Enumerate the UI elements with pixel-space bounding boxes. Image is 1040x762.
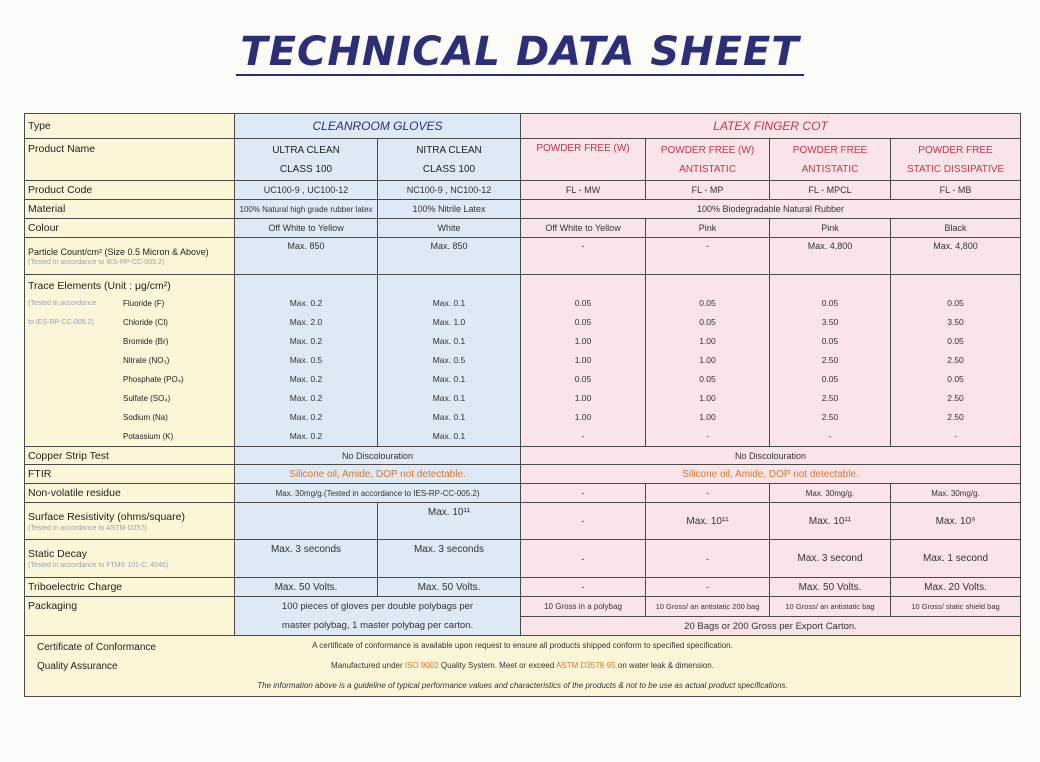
- surface-c4: Max. 10⁹: [891, 503, 1021, 540]
- tribo-c1: -: [521, 578, 646, 597]
- product-name-g1: [235, 139, 378, 181]
- packaging-c3: 10 Gross/ an antistatic bag: [770, 597, 891, 617]
- colour-c2: Pink: [646, 219, 770, 238]
- product-code-g2: NC100-9 , NC100-12: [378, 181, 521, 200]
- trace-g1-v: Max. 0.2: [289, 298, 323, 308]
- packaging-gloves: [235, 597, 521, 636]
- trace-c1-v: 0.05: [574, 317, 592, 327]
- row-packaging: [25, 597, 1021, 617]
- colour-c4: Black: [891, 219, 1021, 238]
- material-cots: 100% Biodegradable Natural Rubber: [521, 200, 1021, 219]
- tribo-g2: Max. 50 Volts.: [378, 578, 521, 597]
- trace-c1-v: 1.00: [574, 336, 592, 346]
- trace-c2-v: 1.00: [699, 412, 716, 422]
- trace-g1-v: Max. 0.2: [289, 412, 323, 422]
- trace-c3-v: 2.50: [821, 412, 839, 422]
- nvr-c4: Max. 30mg/g.: [891, 484, 1021, 503]
- copper-gloves: No Discolouration: [235, 447, 521, 465]
- nvr-label: Non-volatile residue: [25, 484, 235, 503]
- packaging-gloves-l2: master polybag, 1 master polybag per carton.: [281, 620, 474, 631]
- footer-labels: [37, 638, 156, 676]
- tribo-label: Triboelectric Charge: [25, 578, 235, 597]
- packaging-c1: 10 Gross in a polybag: [521, 597, 646, 617]
- qa-iso: ISO 9002: [404, 661, 439, 670]
- qa-text: [25, 656, 1020, 676]
- material-g2: 100% Nitrile Latex: [378, 200, 521, 219]
- product-name-c3: [770, 139, 891, 181]
- product-name-g2: [378, 139, 521, 181]
- trace-c2-v: 0.05: [699, 298, 716, 308]
- row-product-name: [25, 139, 1021, 181]
- row-ftir: [25, 465, 1021, 484]
- tribo-g1: Max. 50 Volts.: [235, 578, 378, 597]
- footer-texts: [25, 636, 1020, 696]
- trace-g2-v: Max. 0.1: [432, 374, 466, 384]
- trace-c4-v: 0.05: [947, 374, 964, 384]
- trace-label: Trace Elements (Unit : μg/cm²): [28, 280, 171, 292]
- tribo-c2: -: [646, 578, 770, 597]
- trace-c2-v: 1.00: [699, 336, 716, 346]
- trace-c2-v: 0.05: [699, 317, 716, 327]
- ftir-gloves: Silicone oil, Amide, DOP not detectable.: [235, 465, 521, 484]
- element-chloride: Chloride (Cl): [123, 318, 168, 327]
- colour-c1: Off White to Yellow: [521, 219, 646, 238]
- trace-c4-v: -: [954, 431, 957, 441]
- qa-astm: ASTM D3578-95: [556, 661, 616, 670]
- surface-c1: -: [521, 503, 646, 540]
- product-name-g1-l1: ULTRA CLEAN: [272, 144, 340, 156]
- trace-c4-v: 2.50: [947, 355, 964, 365]
- trace-c3-v: -: [828, 431, 832, 441]
- product-name-c3-l2: ANTISTATIC: [801, 163, 859, 175]
- product-code-c4: FL - MB: [891, 181, 1021, 200]
- qa-post: on water leak & dimension.: [617, 661, 714, 670]
- row-tribo: [25, 578, 1021, 597]
- surface-g2: Max. 10¹¹: [378, 503, 521, 540]
- surface-cell: [25, 503, 235, 540]
- nvr-c2: -: [646, 484, 770, 503]
- static-g2: Max. 3 seconds: [378, 540, 521, 578]
- trace-g2-v: Max. 0.1: [432, 431, 466, 441]
- trace-c1-v: 0.05: [574, 374, 592, 384]
- particle-g1: Max. 850: [235, 238, 378, 275]
- latex-finger-cot-header: LATEX FINGER COT: [521, 114, 1021, 139]
- trace-c3-v: 2.50: [821, 355, 839, 365]
- colour-c3: Pink: [770, 219, 891, 238]
- particle-c1: -: [521, 238, 646, 275]
- surface-c2: Max. 10¹¹: [646, 503, 770, 540]
- row-type: [25, 114, 1021, 139]
- page-title-wrap: [0, 30, 1040, 76]
- product-name-c3-l1: POWDER FREE: [792, 144, 868, 156]
- element-fluoride: Fluoride (F): [123, 299, 165, 308]
- type-label: Type: [25, 114, 235, 139]
- trace-c2: [646, 275, 770, 447]
- packaging-c4: 10 Gross/ static shield bag: [891, 597, 1021, 617]
- ftir-cots: Silicone oil, Amide, DOP not detectable.: [521, 465, 1021, 484]
- product-name-c4-l2: STATIC DISSIPATIVE: [906, 163, 1005, 175]
- ftir-label: FTIR: [25, 465, 235, 484]
- row-product-code: [25, 181, 1021, 200]
- particle-g2: Max. 850: [378, 238, 521, 275]
- product-name-g2-l2: CLASS 100: [422, 163, 476, 175]
- trace-g2-v: Max. 0.1: [432, 412, 466, 422]
- trace-note: [28, 294, 123, 446]
- element-potassium: Potassium (K): [123, 432, 174, 441]
- row-trace-elements: [25, 275, 1021, 447]
- copper-cots: No Discolouration: [521, 447, 1021, 465]
- surface-note: (Tested in accordance to ASTM-D257): [28, 524, 147, 532]
- trace-sub: [28, 294, 231, 446]
- trace-c3-v: 0.05: [821, 336, 839, 346]
- element-sodium: Sodium (Na): [123, 413, 168, 422]
- static-c1: -: [521, 540, 646, 578]
- qa-pre: Manufactured under: [331, 661, 403, 670]
- row-colour: [25, 219, 1021, 238]
- product-name-c2: [646, 139, 770, 181]
- cleanroom-gloves-header: CLEANROOM GLOVES: [235, 114, 521, 139]
- trace-g2: [378, 275, 521, 447]
- trace-note-l2: to IES-RP-CC-005.2): [28, 319, 94, 326]
- trace-c3-v: 0.05: [821, 374, 839, 384]
- trace-c4-v: 0.05: [947, 298, 964, 308]
- surface-label: Surface Resistivity (ohms/square): [28, 510, 185, 523]
- row-static: [25, 540, 1021, 578]
- trace-g1-v: Max. 0.2: [289, 336, 323, 346]
- element-bromide: Bromide (Br): [123, 337, 169, 346]
- row-copper: [25, 447, 1021, 465]
- disclaimer: The information above is a guideline of typical performance values and characteristics of the products & not to be use as actual product specifications.: [257, 681, 788, 690]
- trace-g1-v: Max. 0.2: [289, 374, 323, 384]
- packaging-cots: 20 Bags or 200 Gross per Export Carton.: [521, 617, 1021, 636]
- packaging-gloves-l1: 100 pieces of gloves per double polybags per: [281, 601, 474, 612]
- trace-c4-v: 2.50: [947, 393, 964, 403]
- qa-label: Quality Assurance: [37, 661, 118, 672]
- trace-g2-v: Max. 0.1: [432, 298, 466, 308]
- row-surface: [25, 503, 1021, 540]
- trace-c3-v: 0.05: [821, 298, 839, 308]
- trace-c3-v: 2.50: [821, 393, 839, 403]
- nvr-gloves: Max. 30mg/g.(Tested in accordance to IES-RP-CC-005.2): [235, 484, 521, 503]
- trace-c1: [521, 275, 646, 447]
- trace-c1-v: 1.00: [574, 412, 592, 422]
- row-nvr: [25, 484, 1021, 503]
- trace-c2-v: 0.05: [699, 374, 716, 384]
- trace-g1-v: Max. 0.2: [289, 393, 323, 403]
- product-name-c4: [891, 139, 1021, 181]
- material-label: Material: [25, 200, 235, 219]
- surface-g1: [235, 503, 378, 540]
- product-code-c1: FL - MW: [521, 181, 646, 200]
- row-material: [25, 200, 1021, 219]
- trace-c2-v: -: [706, 431, 709, 441]
- particle-c4: Max. 4,800: [891, 238, 1021, 275]
- trace-g2-v: Max. 0.5: [432, 355, 466, 365]
- packaging-c2: 10 Gross/ an antistatic 200 bag: [646, 597, 770, 617]
- product-name-g2-l1: NITRA CLEAN: [416, 144, 482, 156]
- trace-c1-v: 0.05: [574, 298, 592, 308]
- product-name-c2-l1: POWDER FREE (W): [660, 144, 755, 156]
- packaging-label: Packaging: [25, 597, 235, 636]
- product-name-c2-l2: ANTISTATIC: [679, 163, 736, 175]
- cert-text: A certificate of conformance is available upon request to ensure all products shipped conform to specified specification.: [312, 641, 733, 650]
- element-sulfate: Sulfate (SO₄): [123, 394, 171, 403]
- static-note: (Tested in accordance to FTMS 101-C, 4046): [28, 562, 169, 569]
- colour-g1: Off White to Yellow: [235, 219, 378, 238]
- colour-label: Colour: [25, 219, 235, 238]
- nvr-c3: Max. 30mg/g.: [770, 484, 891, 503]
- static-c4: Max. 1 second: [891, 540, 1021, 578]
- product-code-label: Product Code: [25, 181, 235, 200]
- page-title: TECHNICAL DATA SHEET: [236, 30, 803, 76]
- product-code-c3: FL - MPCL: [770, 181, 891, 200]
- element-nitrate: Nitrate (NO₃): [123, 356, 170, 365]
- static-c3: Max. 3 second: [770, 540, 891, 578]
- particle-c2: -: [646, 238, 770, 275]
- trace-c2-v: 1.00: [699, 393, 716, 403]
- row-footer: [25, 636, 1021, 697]
- trace-c4: [891, 275, 1021, 447]
- trace-c1-v: 1.00: [574, 355, 592, 365]
- static-cell: [25, 540, 235, 578]
- element-phosphate: Phosphate (PO₄): [123, 375, 184, 384]
- trace-c1-v: -: [581, 431, 585, 441]
- data-sheet-table: [24, 113, 1021, 697]
- trace-g1-v: Max. 0.2: [289, 431, 323, 441]
- trace-g2-v: Max. 1.0: [432, 317, 466, 327]
- trace-c3: [770, 275, 891, 447]
- particle-note: (Tested in accordance to IES-RP-CC-005.2): [28, 258, 165, 266]
- footer-cell: [25, 636, 1021, 697]
- trace-c4-v: 0.05: [947, 336, 964, 346]
- static-c2: -: [646, 540, 770, 578]
- product-name-c1: [521, 139, 646, 181]
- surface-c3: Max. 10¹¹: [770, 503, 891, 540]
- nvr-c1: -: [521, 484, 646, 503]
- trace-g1-v: Max. 2.0: [289, 317, 323, 327]
- trace-g1-v: Max. 0.5: [289, 355, 323, 365]
- product-name-c1-l1: POWDER FREE (W): [536, 143, 630, 154]
- trace-c4-v: 2.50: [947, 412, 964, 422]
- product-code-c2: FL - MP: [646, 181, 770, 200]
- tribo-c3: Max. 50 Volts.: [770, 578, 891, 597]
- qa-mid: Quality System. Meet or exceed: [440, 661, 555, 670]
- row-particle: [25, 238, 1021, 275]
- trace-cell: [25, 275, 235, 447]
- tribo-c4: Max. 20 Volts.: [891, 578, 1021, 597]
- product-code-g1: UC100-9 , UC100-12: [235, 181, 378, 200]
- trace-c4-v: 3.50: [947, 317, 964, 327]
- colour-g2: White: [378, 219, 521, 238]
- particle-c3: Max. 4,800: [770, 238, 891, 275]
- material-g1: 100% Natural high grade rubber latex: [235, 200, 378, 219]
- static-label: Static Decay: [28, 548, 87, 560]
- trace-c3-v: 3.50: [821, 317, 839, 327]
- trace-c1-v: 1.00: [574, 393, 592, 403]
- particle-cell: [25, 238, 235, 275]
- trace-g1: [235, 275, 378, 447]
- copper-label: Copper Strip Test: [25, 447, 235, 465]
- trace-g2-v: Max. 0.1: [432, 393, 466, 403]
- cert-label: Certificate of Conformance: [37, 642, 156, 653]
- product-name-label: Product Name: [25, 139, 235, 181]
- product-name-g1-l2: CLASS 100: [279, 163, 333, 175]
- static-g1: Max. 3 seconds: [235, 540, 378, 578]
- trace-g2-v: Max. 0.1: [432, 336, 466, 346]
- trace-c2-v: 1.00: [699, 355, 716, 365]
- product-name-c4-l1: POWDER FREE: [918, 144, 993, 156]
- trace-note-l1: (Tested in accordance: [28, 300, 97, 307]
- particle-label: Particle Count/cm² (Size 0.5 Micron & Above): [28, 246, 209, 257]
- trace-element-list: [123, 294, 231, 446]
